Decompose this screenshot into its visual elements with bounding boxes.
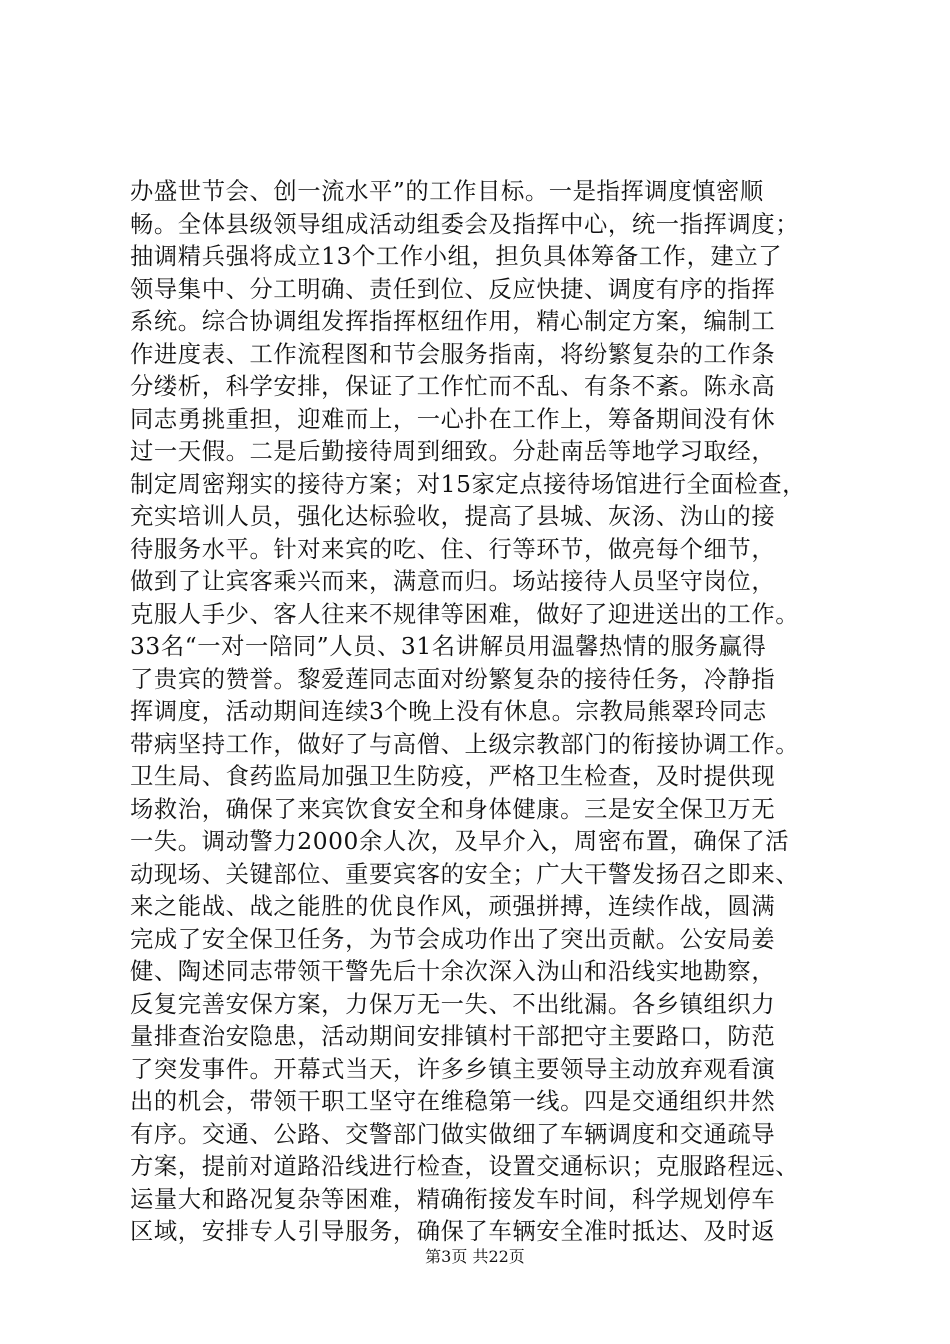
text-line: 有序。交通、公路、交警部门做实做细了车辆调度和交通疏导 [130,1120,776,1148]
text-line: 办盛世节会、创一流水平”的工作目标。一是指挥调度慎密顺 [130,178,764,205]
text-line: 过一天假。二是后勤接待周到细致。分赴南岳等地学习取经， [130,438,776,465]
text-line: 领导集中、分工明确、责任到位、反应快捷、调度有序的指挥 [130,275,776,303]
text-line: 33名“一对一陪同”人员、31名讲解员用温馨热情的服务赢得 [130,633,767,660]
text-line: 做到了让宾客乘兴而来，满意而归。场站接待人员坚守岗位， [130,568,776,595]
text-line: 出的机会，带领干职工坚守在维稳第一线。四是交通组织井然 [130,1088,776,1115]
text-line: 区域，安排专人引导服务，确保了车辆安全准时抵达、及时返 [130,1218,776,1245]
text-line: 健、陶述同志带领干警先后十余次深入沩山和沿线实地勘察， [130,958,776,985]
text-line: 充实培训人员，强化达标验收，提高了县城、灰汤、沩山的接 [130,503,776,530]
text-line: 场救治，确保了来宾饮食安全和身体健康。三是安全保卫万无 [130,795,776,823]
text-line: 带病坚持工作，做好了与高僧、上级宗教部门的衔接协调工作。 [130,730,800,758]
text-line: 反复完善安保方案，力保万无一失、不出纰漏。各乡镇组织力 [130,990,776,1018]
text-line: 方案，提前对道路沿线进行检查，设置交通标识；克服路程远、 [130,1153,800,1180]
text-line: 作进度表、工作流程图和节会服务指南，将纷繁复杂的工作条 [130,340,776,368]
text-line: 待服务水平。针对来宾的吃、住、行等环节，做亮每个细节， [130,535,776,563]
text-line: 来之能战、战之能胜的优良作风，顽强拼搏，连续作战，圆满 [130,893,776,920]
text-line: 卫生局、食药监局加强卫生防疫，严格卫生检查，及时提供现 [130,763,776,790]
body-paragraph [130,176,830,1249]
text-line: 抽调精兵强将成立13个工作小组，担负具体筹备工作，建立了 [130,243,783,270]
text-line: 量排查治安隐患，活动期间安排镇村干部把守主要路口，防范 [130,1023,776,1050]
text-line: 运量大和路况复杂等困难，精确衔接发车时间，科学规划停车 [130,1185,776,1213]
text-line: 一失。调动警力2000余人次，及早介入，周密布置，确保了活 [130,828,790,855]
text-line: 克服人手少、客人往来不规律等困难，做好了迎进送出的工作。 [130,600,800,628]
text-line: 畅。全体县级领导组成活动组委会及指挥中心，统一指挥调度； [130,210,800,238]
text-line: 了突发事件。开幕式当天，许多乡镇主要领导主动放弃观看演 [130,1055,776,1083]
text-line: 系统。综合协调组发挥指挥枢纽作用，精心制定方案，编制工 [130,308,776,335]
text-line: 动现场、关键部位、重要宾客的安全；广大干警发扬召之即来、 [130,860,800,888]
text-line: 分缕析，科学安排，保证了工作忙而不乱、有条不紊。陈永高 [130,373,776,400]
page-footer: 第3页 共22页 [425,1247,525,1266]
text-line: 制定周密翔实的接待方案；对15家定点接待场馆进行全面检查， [130,470,807,498]
text-line: 了贵宾的赞誉。黎爱莲同志面对纷繁复杂的接待任务，冷静指 [130,665,776,693]
text-line: 完成了安全保卫任务，为节会成功作出了突出贡献。公安局姜 [130,925,776,953]
text-line: 同志勇挑重担，迎难而上，一心扑在工作上，筹备期间没有休 [130,405,776,433]
text-line: 挥调度，活动期间连续3个晚上没有休息。宗教局熊翠玲同志 [130,698,767,725]
